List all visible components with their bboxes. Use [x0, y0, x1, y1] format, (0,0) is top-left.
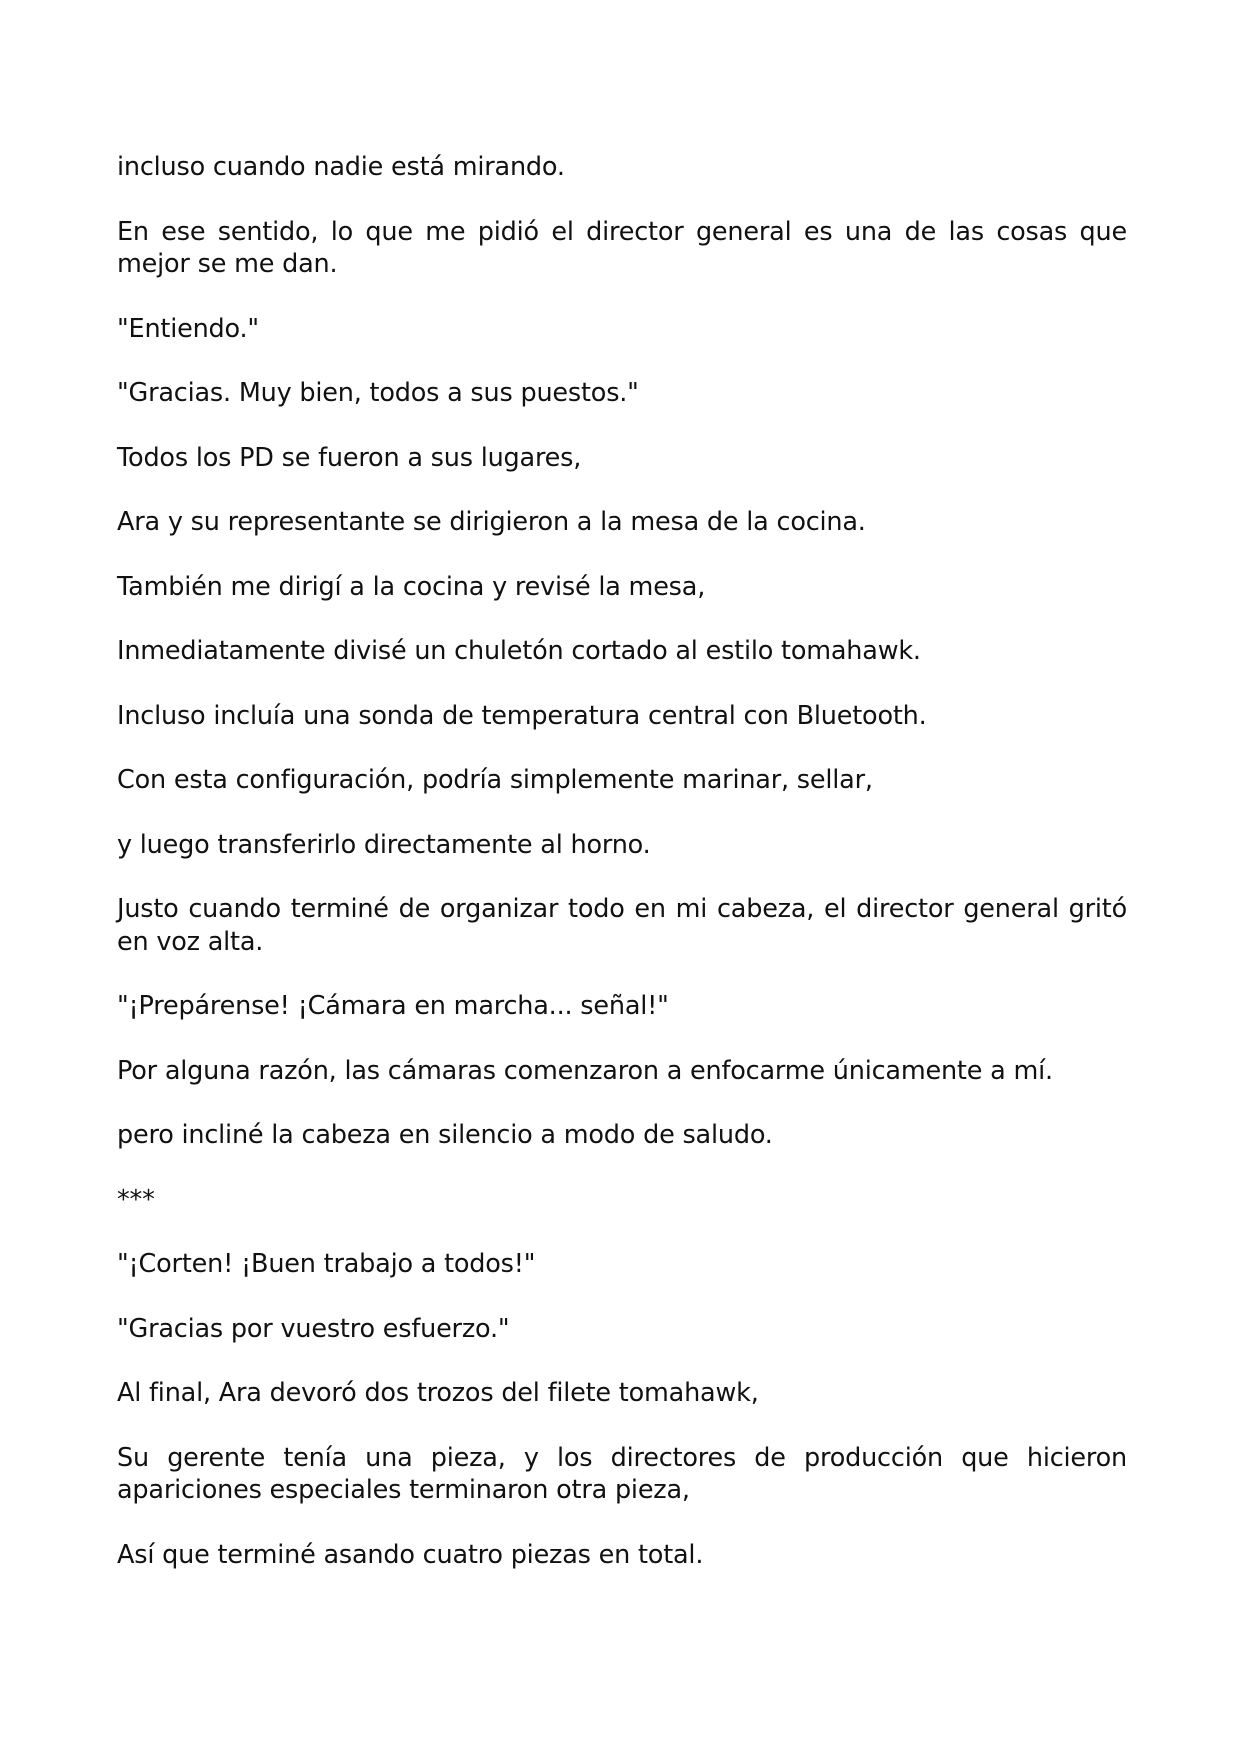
- paragraph: Justo cuando terminé de organizar todo en mi cabeza, el director general gritó en voz alta.: [117, 894, 1127, 957]
- paragraph: Su gerente tenía una pieza, y los directores de producción que hicieron apariciones especiales terminaron otra pieza,: [117, 1442, 1127, 1505]
- paragraph: Ara y su representante se dirigieron a la mesa de la cocina.: [117, 507, 866, 537]
- paragraph: También me dirigí a la cocina y revisé la mesa,: [117, 571, 706, 602]
- paragraph: Con esta configuración, podría simplemente marinar, sellar,: [117, 765, 873, 795]
- paragraph: "Gracias. Muy bien, todos a sus puestos.": [117, 378, 639, 408]
- paragraph: Al final, Ara devoró dos trozos del filete tomahawk,: [117, 1378, 759, 1408]
- paragraph: En ese sentido, lo que me pidió el director general es una de las cosas que mejor se me dan.: [117, 216, 1127, 279]
- paragraph: Así que terminé asando cuatro piezas en total.: [117, 1539, 704, 1570]
- paragraph: Inmediatamente divisé un chuletón cortado al estilo tomahawk.: [117, 636, 921, 666]
- paragraph: Por alguna razón, las cámaras comenzaron a enfocarme únicamente a mí.: [117, 1055, 1053, 1086]
- paragraph: Todos los PD se fueron a sus lugares,: [117, 442, 582, 473]
- paragraph: "¡Prepárense! ¡Cámara en marcha... señal!": [117, 991, 669, 1021]
- paragraph: "Entiendo.": [117, 313, 259, 344]
- paragraph: pero incliné la cabeza en silencio a modo de saludo.: [117, 1120, 773, 1150]
- paragraph: incluso cuando nadie está mirando.: [117, 152, 565, 182]
- paragraph: "Gracias por vuestro esfuerzo.": [117, 1313, 510, 1344]
- document-page: [117, 151, 1127, 1603]
- paragraph: y luego transferirlo directamente al horno.: [117, 829, 651, 860]
- paragraph: Incluso incluía una sonda de temperatura central con Bluetooth.: [117, 700, 927, 731]
- paragraph: "¡Corten! ¡Buen trabajo a todos!": [117, 1249, 536, 1279]
- scene-break: ***: [117, 1184, 155, 1215]
